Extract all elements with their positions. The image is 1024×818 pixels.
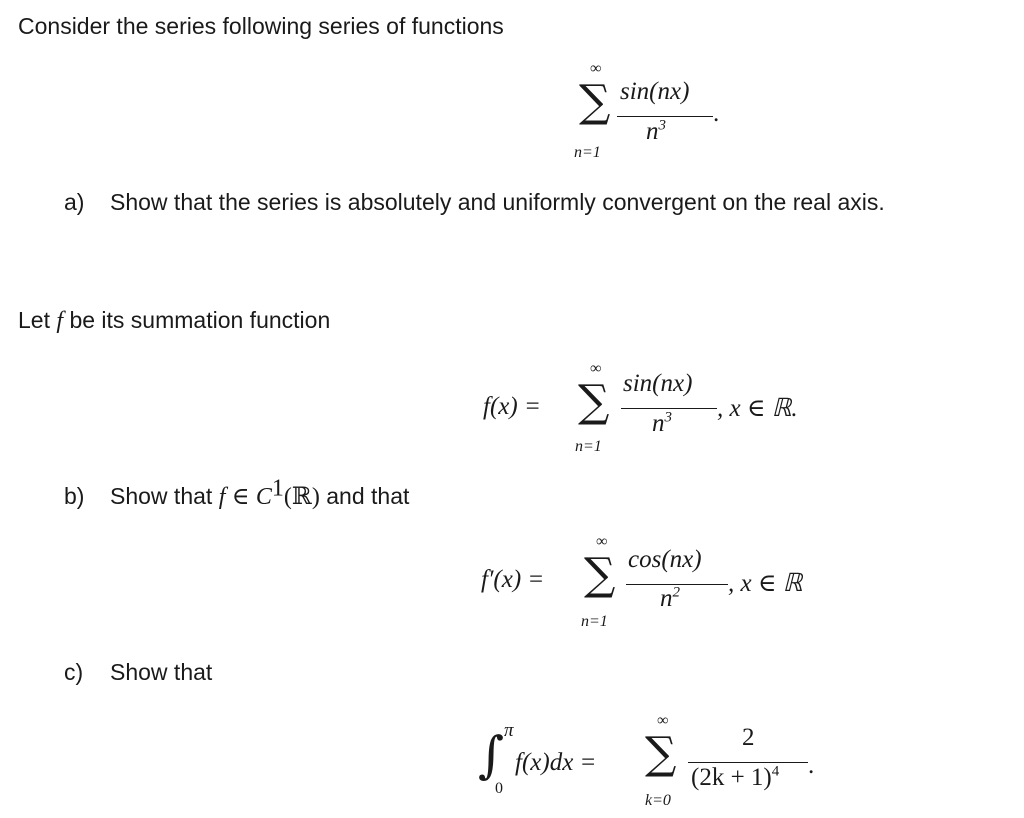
eq2-numerator: sin(nx) bbox=[623, 370, 693, 397]
eq2-sum-upper: ∞ bbox=[590, 360, 602, 377]
let-var-f: f bbox=[56, 308, 64, 334]
eq3-sum-upper: ∞ bbox=[596, 533, 608, 550]
eq2-sigma: ∑ bbox=[578, 376, 610, 427]
eq4-integrand: f(x)dx = bbox=[515, 749, 597, 776]
part-b: b) Show that f ∈ C1(ℝ) and that bbox=[64, 475, 410, 510]
let-line: Let f be its summation function bbox=[18, 307, 331, 334]
eq4-fraction-bar bbox=[688, 762, 808, 763]
eq1-denominator: $n^3$ bbox=[646, 117, 666, 145]
intro-text: Consider the series following series of functions bbox=[18, 13, 504, 39]
eq3-sigma: ∑ bbox=[584, 549, 616, 600]
eq2-trail: , x ∈ ℝ. bbox=[717, 395, 798, 422]
eq4-sum-lower: k=0 bbox=[645, 792, 671, 809]
eq1-numerator: sin(nx) bbox=[620, 78, 690, 105]
part-c-label: c) bbox=[64, 659, 84, 685]
part-b-label: b) bbox=[64, 483, 85, 509]
part-a-text: Show that the series is absolutely and uniformly convergent on the real axis. bbox=[110, 189, 885, 215]
eq4-numerator: 2 bbox=[742, 724, 755, 751]
eq3-lhs: f′(x) = bbox=[481, 566, 545, 593]
eq4-denominator: $(2k + 1)^4$ bbox=[691, 763, 780, 791]
part-c bbox=[64, 658, 212, 686]
eq3-denominator: $n^2$ bbox=[660, 584, 680, 612]
eq4-int-lower: 0 bbox=[495, 780, 503, 797]
eq2-denominator: $n^3$ bbox=[652, 409, 672, 437]
part-a bbox=[64, 188, 885, 216]
eq4-int-upper: π bbox=[504, 720, 514, 741]
eq1-sum-lower: n=1 bbox=[574, 144, 601, 161]
eq3-trail: , x ∈ ℝ bbox=[728, 570, 803, 597]
eq1-trail: . bbox=[713, 100, 720, 127]
eq1-sigma: ∑ bbox=[579, 76, 611, 127]
eq4-sigma: ∑ bbox=[645, 728, 677, 779]
eq3-numerator: cos(nx) bbox=[628, 546, 702, 573]
eq4-sum-upper: ∞ bbox=[657, 712, 669, 729]
eq4-trail: . bbox=[808, 752, 815, 779]
eq2-sum-lower: n=1 bbox=[575, 438, 602, 455]
part-a-label: a) bbox=[64, 189, 85, 215]
eq3-sum-lower: n=1 bbox=[581, 613, 608, 630]
part-c-text: Show that bbox=[110, 659, 213, 685]
eq2-lhs: f(x) = bbox=[483, 393, 541, 420]
eq1-sum-upper: ∞ bbox=[590, 60, 602, 77]
eq4-integral: ∫ bbox=[478, 726, 505, 784]
